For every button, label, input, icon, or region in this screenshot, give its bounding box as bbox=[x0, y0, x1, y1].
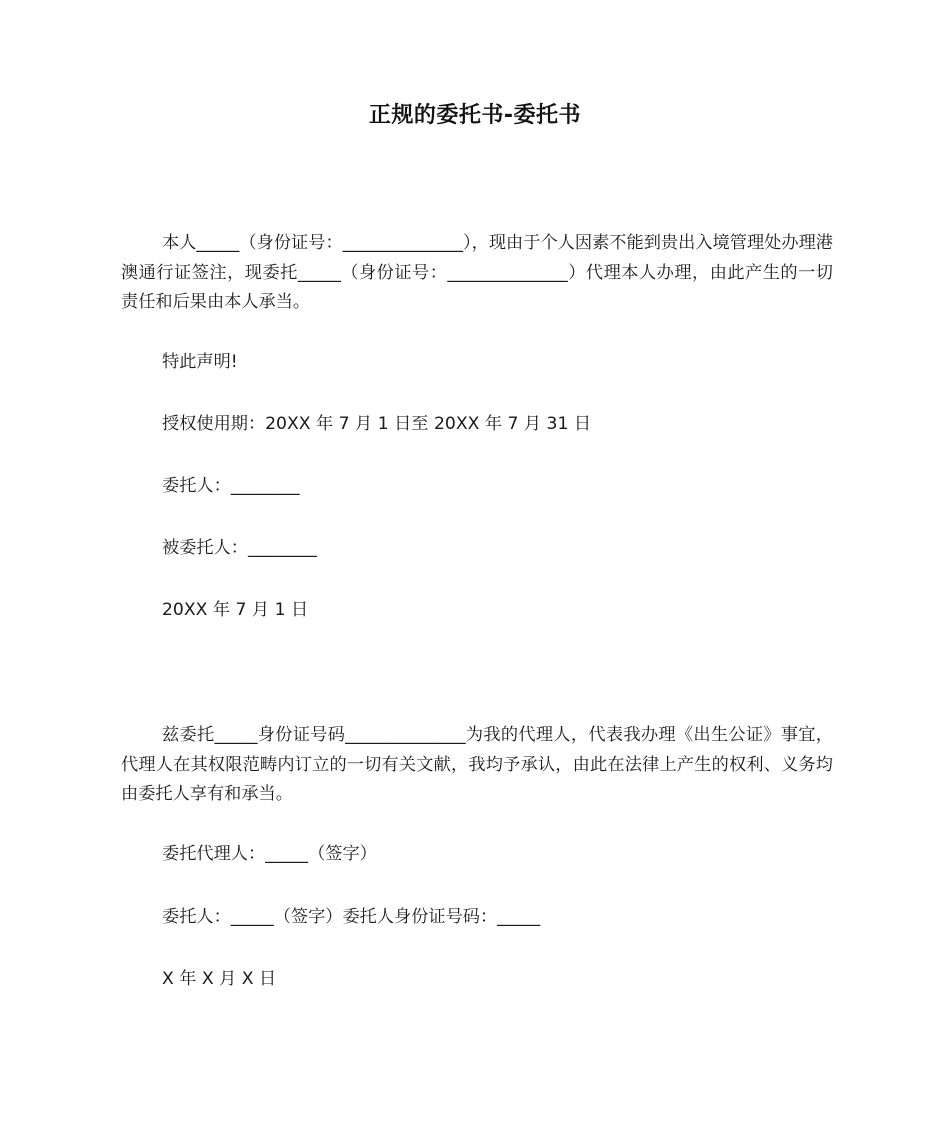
section2-date: X 年 X 月 X 日 bbox=[162, 969, 277, 989]
authorization-period: 授权使用期：20XX 年 7 月 1 日至 20XX 年 7 月 31 日 bbox=[162, 414, 592, 434]
document-title: 正规的委托书-委托书 bbox=[368, 103, 582, 128]
principal-field: 委托人：________ bbox=[162, 476, 300, 496]
section2-paragraph: 兹委托_____身份证号码______________为我的代理人，代表我办理《出生公证》事宜，代理人在其权限范畴内订立的一切有关文献，我均予承认，由此在法律上产生的权利、义务均由委托人享有和承当。 bbox=[121, 725, 833, 804]
section1-date: 20XX 年 7 月 1 日 bbox=[162, 600, 309, 620]
section1-paragraph: 本人_____（身份证号：______________），现由于个人因素不能到贵出入境管理处办理港澳通行证签注，现委托_____（身份证号：______________）代理本人办理，由此产生的一切责任和后果由本人承当。 bbox=[121, 233, 833, 312]
agent-field: 被委托人：________ bbox=[162, 538, 317, 558]
declaration-text: 特此声明! bbox=[162, 352, 238, 372]
principal-signature-line: 委托人：_____（签字）委托人身份证号码：_____ bbox=[162, 907, 541, 927]
agent-signature-line: 委托代理人：_____（签字） bbox=[162, 844, 377, 864]
